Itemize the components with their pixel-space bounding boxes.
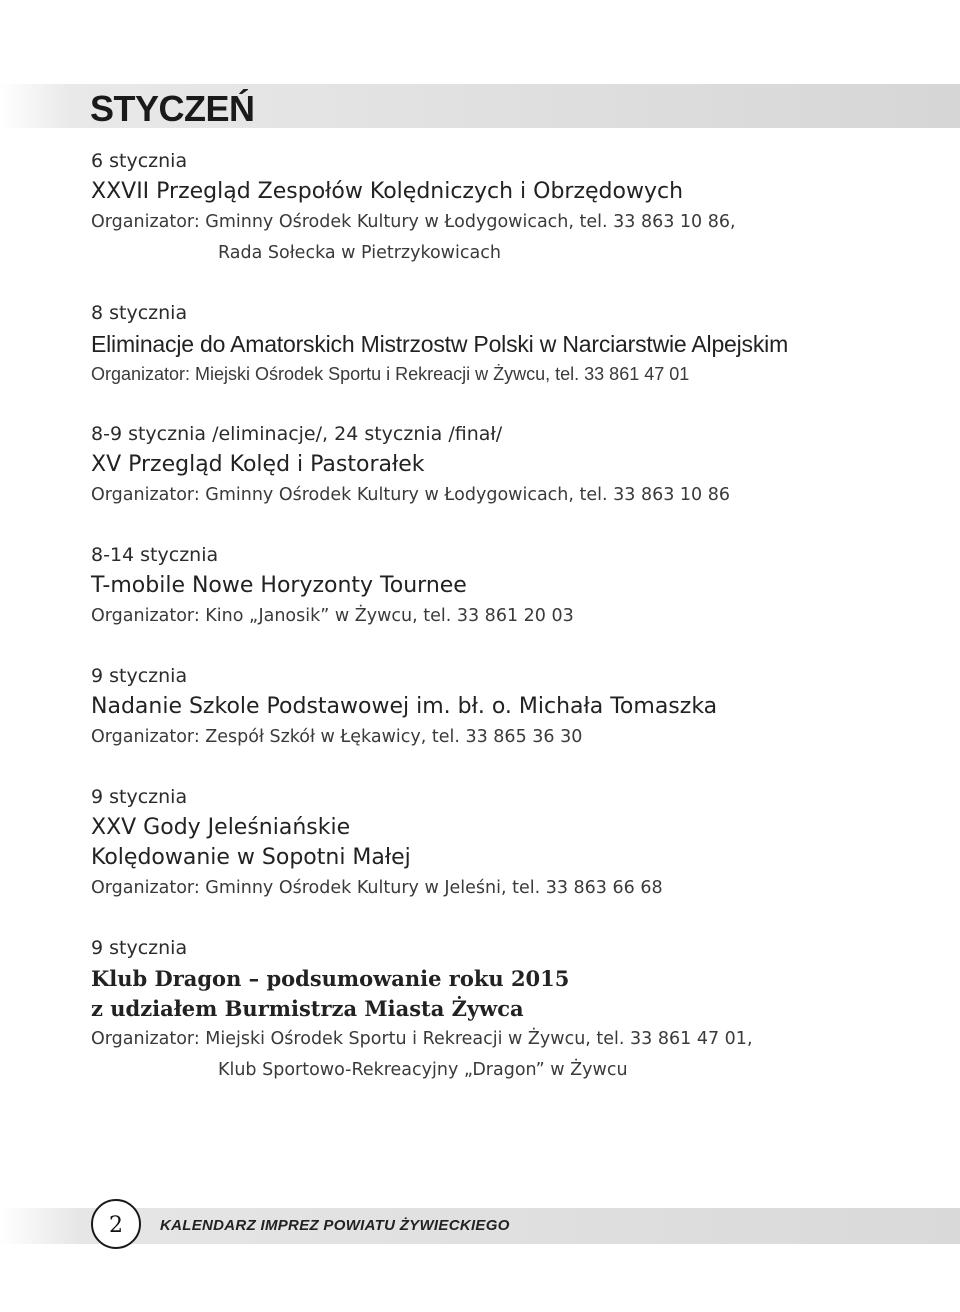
event-item xyxy=(91,540,941,632)
event-date: 9 stycznia xyxy=(91,786,188,808)
event-date: 8 stycznia xyxy=(91,302,188,324)
event-date: 6 stycznia xyxy=(91,150,188,172)
event-title: XV Przegląd Kolęd i Pastorałek xyxy=(91,452,425,477)
event-date: 9 stycznia xyxy=(91,937,188,959)
event-item xyxy=(91,661,941,753)
event-title: Klub Dragon – podsumowanie roku 2015 xyxy=(91,966,570,991)
event-title: Kolędowanie w Sopotni Małej xyxy=(91,845,411,870)
event-organizer: Organizator: Gminny Ośrodek Kultury w Jeleśni, tel. 33 863 66 68 xyxy=(91,878,663,898)
event-organizer: Organizator: Miejski Ośrodek Sportu i Rekreacji w Żywcu, tel. 33 861 47 01 xyxy=(91,364,690,384)
event-date: 8-14 stycznia xyxy=(91,544,219,566)
event-date: 8-9 stycznia /eliminacje/, 24 stycznia /finał/ xyxy=(91,423,503,445)
event-item xyxy=(91,146,941,269)
event-item xyxy=(91,298,941,390)
event-title: XXVII Przegląd Zespołów Kolędniczych i Obrzędowych xyxy=(91,179,684,204)
page-number: 2 xyxy=(91,1199,141,1249)
event-organizer: Organizator: Kino „Janosik” w Żywcu, tel. 33 861 20 03 xyxy=(91,606,574,626)
event-item xyxy=(91,419,941,511)
event-title: z udziałem Burmistrza Miasta Żywca xyxy=(91,996,524,1021)
event-date: 9 stycznia xyxy=(91,665,188,687)
event-item xyxy=(91,933,941,1086)
event-title: T-mobile Nowe Horyzonty Tournee xyxy=(91,573,467,598)
event-title: Nadanie Szkole Podstawowej im. bł. o. Michała Tomaszka xyxy=(91,694,718,719)
event-organizer: Organizator: Gminny Ośrodek Kultury w Łodygowicach, tel. 33 863 10 86, xyxy=(91,212,736,232)
event-organizer-continuation: Rada Sołecka w Pietrzykowicach xyxy=(218,243,501,263)
event-organizer: Organizator: Zespół Szkół w Łękawicy, tel. 33 865 36 30 xyxy=(91,727,583,747)
event-item xyxy=(91,782,941,904)
publication-title: KALENDARZ IMPREZ POWIATU ŻYWIECKIEGO xyxy=(160,1217,510,1234)
month-title: STYCZEŃ xyxy=(90,88,255,129)
event-organizer: Organizator: Gminny Ośrodek Kultury w Łodygowicach, tel. 33 863 10 86 xyxy=(91,485,731,505)
events-list xyxy=(91,146,941,1115)
event-title: XXV Gody Jeleśniańskie xyxy=(91,815,351,840)
event-organizer: Organizator: Miejski Ośrodek Sportu i Rekreacji w Żywcu, tel. 33 861 47 01, xyxy=(91,1029,753,1049)
event-title: Eliminacje do Amatorskich Mistrzostw Polski w Narciarstwie Alpejskim xyxy=(91,331,789,357)
event-organizer-continuation: Klub Sportowo-Rekreacyjny „Dragon” w Żywcu xyxy=(218,1060,628,1080)
